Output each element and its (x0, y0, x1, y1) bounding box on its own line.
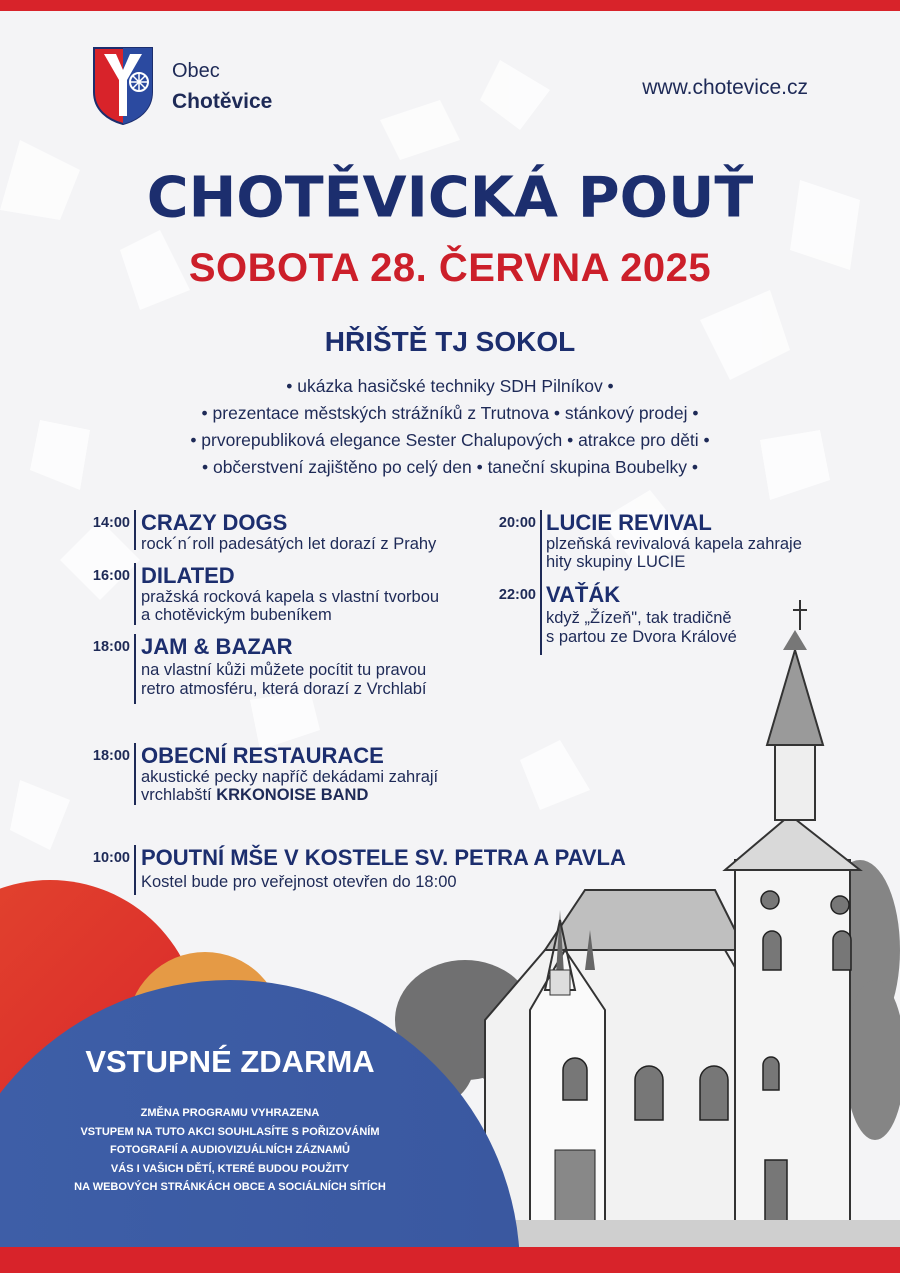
slot-name: CRAZY DOGS (141, 510, 288, 535)
entry-free-label: VSTUPNÉ ZDARMA (85, 1044, 375, 1079)
slot-desc: Kostel bude pro veřejnost otevřen do 18:00 (141, 873, 457, 891)
slot-time: 22:00 (498, 587, 536, 603)
slot-time: 20:00 (498, 515, 536, 531)
notice-text (30, 1104, 430, 1197)
slot-desc (141, 786, 368, 804)
slot-desc: plzeňská revivalová kapela zahraje (546, 535, 802, 553)
slot-desc: hity skupiny LUCIE (546, 553, 686, 571)
feature-line: • ukázka hasičské techniky SDH Pilníkov • (286, 376, 614, 396)
slot-desc: rock´n´roll padesátých let dorazí z Prahy (141, 535, 437, 553)
feature-list (0, 373, 900, 481)
slot-name: POUTNÍ MŠE V KOSTELE SV. PETRA A PAVLA (141, 845, 626, 870)
slot-time: 10:00 (92, 850, 130, 866)
slot-desc-prefix: vrchlabští (141, 786, 217, 804)
slot-name: OBECNÍ RESTAURACE (141, 743, 384, 768)
slot-desc: akustické pecky napříč dekádami zahrají (141, 768, 439, 786)
slot-name: LUCIE REVIVAL (546, 510, 712, 535)
feature-line: • občerstvení zajištěno po celý den • taneční skupina Boubelky • (201, 457, 699, 477)
feature-line: • prezentace městských strážníků z Trutnova • stánkový prodej • (201, 403, 699, 423)
slot-time: 18:00 (92, 639, 130, 655)
slot-divider (134, 563, 136, 625)
feature-line: • prvorepubliková elegance Sester Chalupových • atrakce pro děti • (190, 430, 710, 450)
slot-desc: retro atmosféru, která dorazí z Vrchlabí (141, 680, 427, 698)
slot-desc: pražská rocková kapela s vlastní tvorbou (141, 588, 440, 606)
event-venue: HŘIŠTĚ TJ SOKOL (324, 326, 576, 357)
obec-name: Chotěvice (172, 90, 273, 113)
slot-name: VAŤÁK (546, 582, 621, 607)
slot-desc: a chotěvickým bubeníkem (141, 606, 332, 624)
obec-label: Obec (172, 60, 220, 82)
notice-line: FOTOGRAFIÍ A AUDIOVIZUÁLNÍCH ZÁZNAMŮ (110, 1144, 350, 1156)
top-red-band (0, 0, 900, 11)
slot-desc: když „Žízeň", tak tradičně (546, 609, 732, 627)
band-name: KRKONOISE BAND (216, 786, 369, 804)
bottom-red-band (0, 1247, 900, 1273)
slot-time: 14:00 (92, 515, 130, 531)
coat-of-arms-icon (92, 46, 154, 126)
slot-time: 18:00 (92, 748, 130, 764)
notice-line: VSTUPEM NA TUTO AKCI SOUHLASÍTE S POŘIZOVÁNÍM (80, 1125, 380, 1138)
slot-desc: na vlastní kůži můžete pocítit tu pravou (141, 661, 427, 679)
slot-time: 16:00 (92, 568, 130, 584)
event-date: SOBOTA 28. ČERVNA 2025 (188, 246, 712, 290)
slot-divider (134, 634, 136, 704)
slot-divider (134, 510, 136, 550)
slot-divider (134, 743, 136, 805)
notice-line: ZMĚNA PROGRAMU VYHRAZENA (140, 1107, 320, 1119)
notice-line: VÁS I VAŠICH DĚTÍ, KTERÉ BUDOU POUŽITY (110, 1162, 350, 1175)
event-title: CHOTĚVICKÁ POUŤ (146, 165, 754, 231)
website-link[interactable]: www.chotevice.cz (642, 76, 808, 99)
notice-line: NA WEBOVÝCH STRÁNKÁCH OBCE A SOCIÁLNÍCH SÍTÍCH (74, 1181, 386, 1193)
slot-name: DILATED (141, 563, 235, 588)
slot-name: JAM & BAZAR (141, 634, 293, 659)
slot-desc: s partou ze Dvora Králové (546, 628, 737, 646)
slot-divider (540, 510, 542, 655)
